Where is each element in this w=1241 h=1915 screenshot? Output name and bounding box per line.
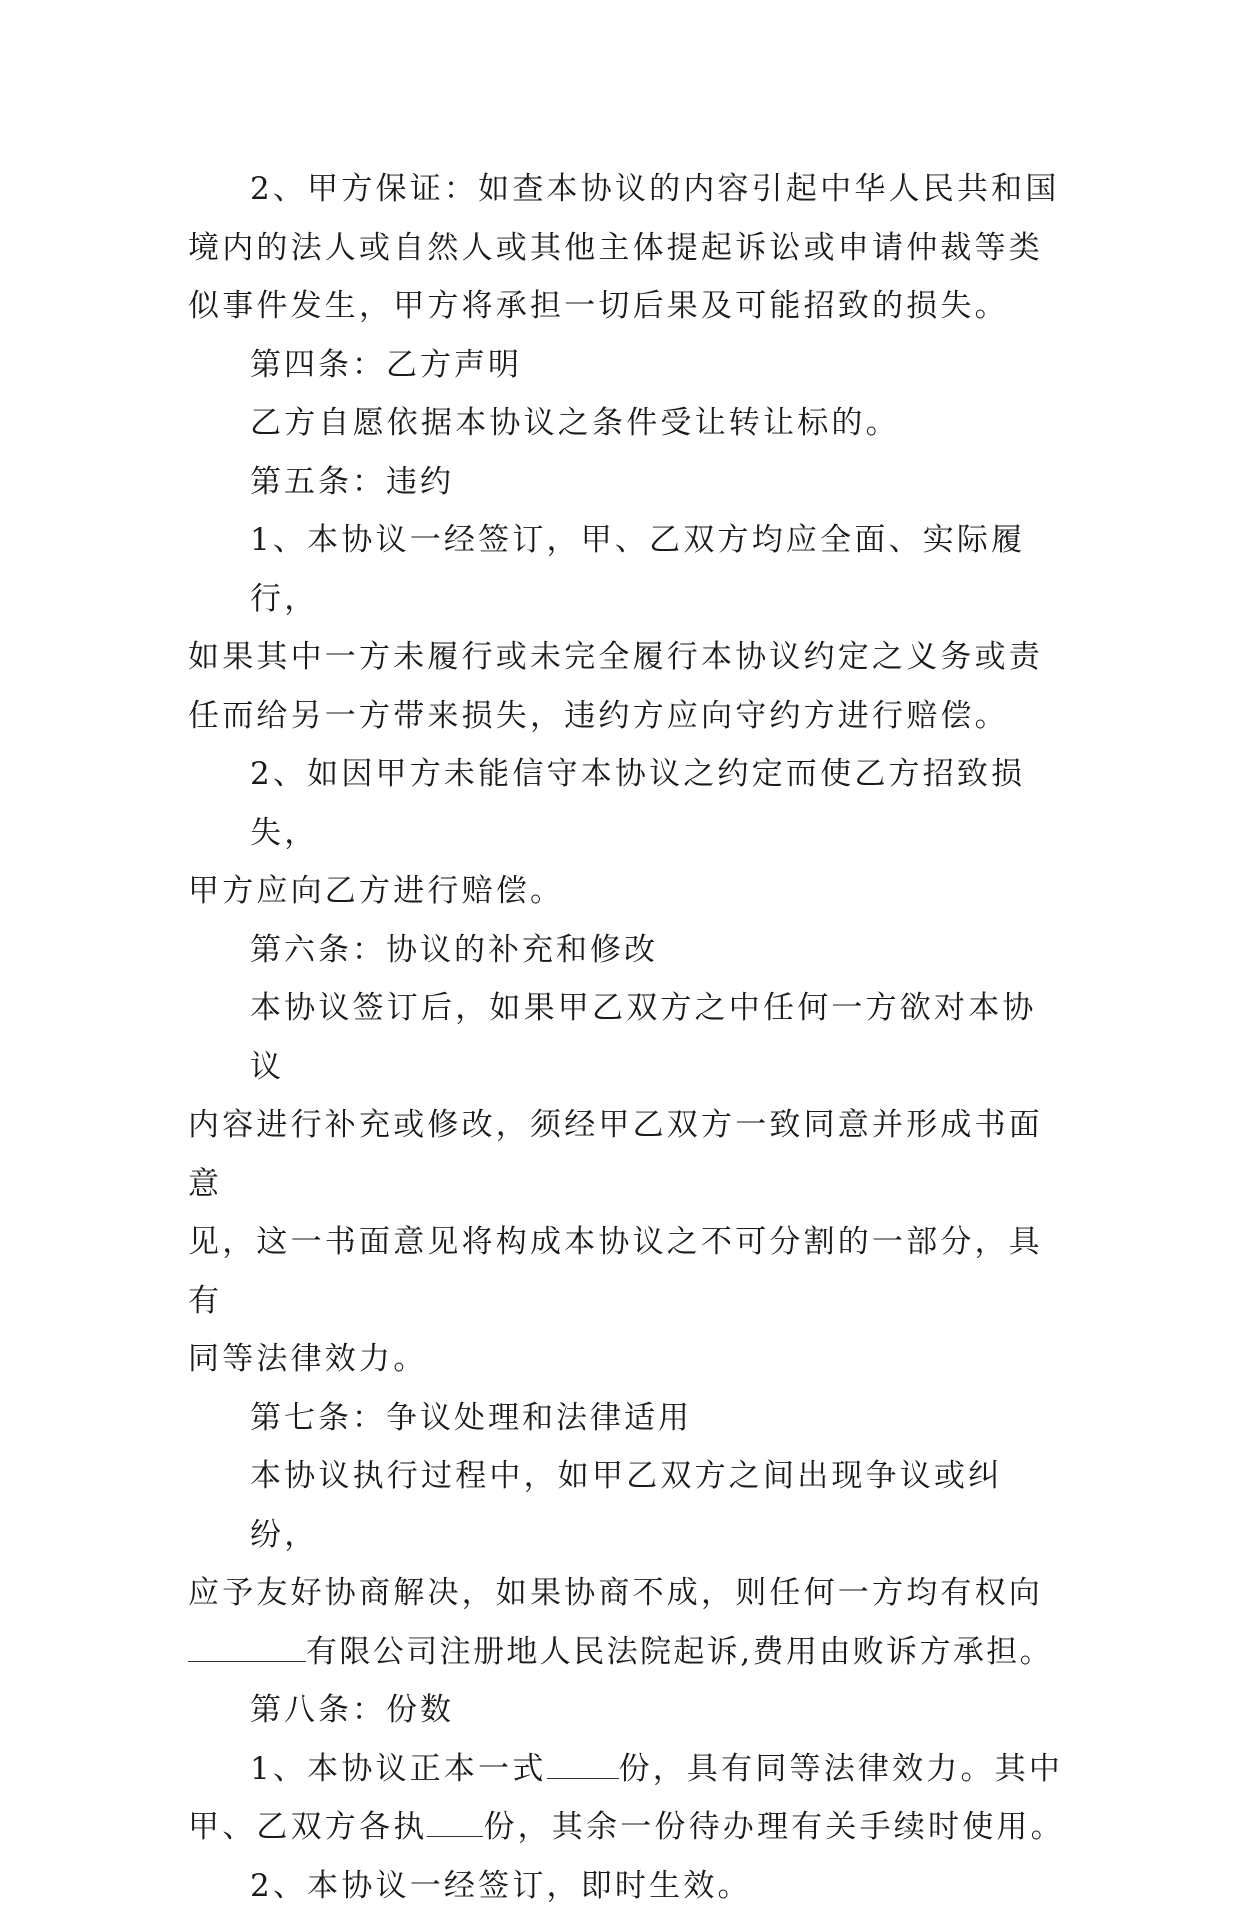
- text-line: 内容进行补充或修改，须经甲乙双方一致同意并形成书面意: [188, 1096, 1068, 1213]
- blank-total-copies: [547, 1748, 619, 1779]
- text-line: 境内的法人或自然人或其他主体提起诉讼或申请仲裁等类: [188, 219, 1068, 278]
- paragraph-breach-1: [188, 511, 1068, 745]
- paragraph-effective: 2、本协议一经签订，即时生效。: [188, 1857, 1068, 1915]
- text-line: 如果其中一方未履行或未完全履行本协议约定之义务或责: [188, 628, 1068, 687]
- paragraph-guarantee: [188, 160, 1068, 336]
- text-line: 1、本协议一经签订，甲、乙双方均应全面、实际履行，: [188, 511, 1068, 628]
- paragraph-dispute: [188, 1447, 1068, 1681]
- article-5-heading: 第五条：违约: [188, 453, 1068, 512]
- each-party-text-before: 甲、乙双方各执: [188, 1809, 427, 1845]
- article-8-heading: 第八条：份数: [188, 1681, 1068, 1740]
- copies-text-after: 份，具有同等法律效力。其中: [619, 1751, 1064, 1787]
- paragraph-party-b-statement: 乙方自愿依据本协议之条件受让转让标的。: [188, 394, 1068, 453]
- text-line: 甲方应向乙方进行赔偿。: [188, 862, 1068, 921]
- paragraph-breach-2: [188, 745, 1068, 921]
- paragraph-amendment: [188, 979, 1068, 1389]
- text-line: [188, 1798, 1068, 1857]
- text-line: 应予友好协商解决，如果协商不成，则任何一方均有权向: [188, 1564, 1068, 1623]
- copies-text-before: 1、本协议正本一式: [250, 1751, 547, 1787]
- document-page: [188, 160, 1068, 1915]
- each-party-text-after: 份，其余一份待办理有关手续时使用。: [483, 1809, 1064, 1845]
- blank-company-name: [188, 1631, 306, 1662]
- article-6-heading: 第六条：协议的补充和修改: [188, 921, 1068, 980]
- text-line: 见，这一书面意见将构成本协议之不可分割的一部分，具有: [188, 1213, 1068, 1330]
- text-line: 任而给另一方带来损失，违约方应向守约方进行赔偿。: [188, 687, 1068, 746]
- text-line: 2、如因甲方未能信守本协议之约定而使乙方招致损失，: [188, 745, 1068, 862]
- text-line: 似事件发生，甲方将承担一切后果及可能招致的损失。: [188, 277, 1068, 336]
- text-line: 2、甲方保证：如查本协议的内容引起中华人民共和国: [188, 160, 1068, 219]
- text-line: [188, 1740, 1068, 1799]
- text-line: 本协议执行过程中，如甲乙双方之间出现争议或纠纷，: [188, 1447, 1068, 1564]
- article-4-heading: 第四条：乙方声明: [188, 336, 1068, 395]
- paragraph-copies: [188, 1740, 1068, 1857]
- text-line: [188, 1623, 1068, 1682]
- blank-party-copies: [427, 1806, 483, 1837]
- article-7-heading: 第七条：争议处理和法律适用: [188, 1389, 1068, 1448]
- text-line: 本协议签订后，如果甲乙双方之中任何一方欲对本协议: [188, 979, 1068, 1096]
- text-line: 同等法律效力。: [188, 1330, 1068, 1389]
- court-clause: 有限公司注册地人民法院起诉,费用由败诉方承担。: [306, 1634, 1053, 1670]
